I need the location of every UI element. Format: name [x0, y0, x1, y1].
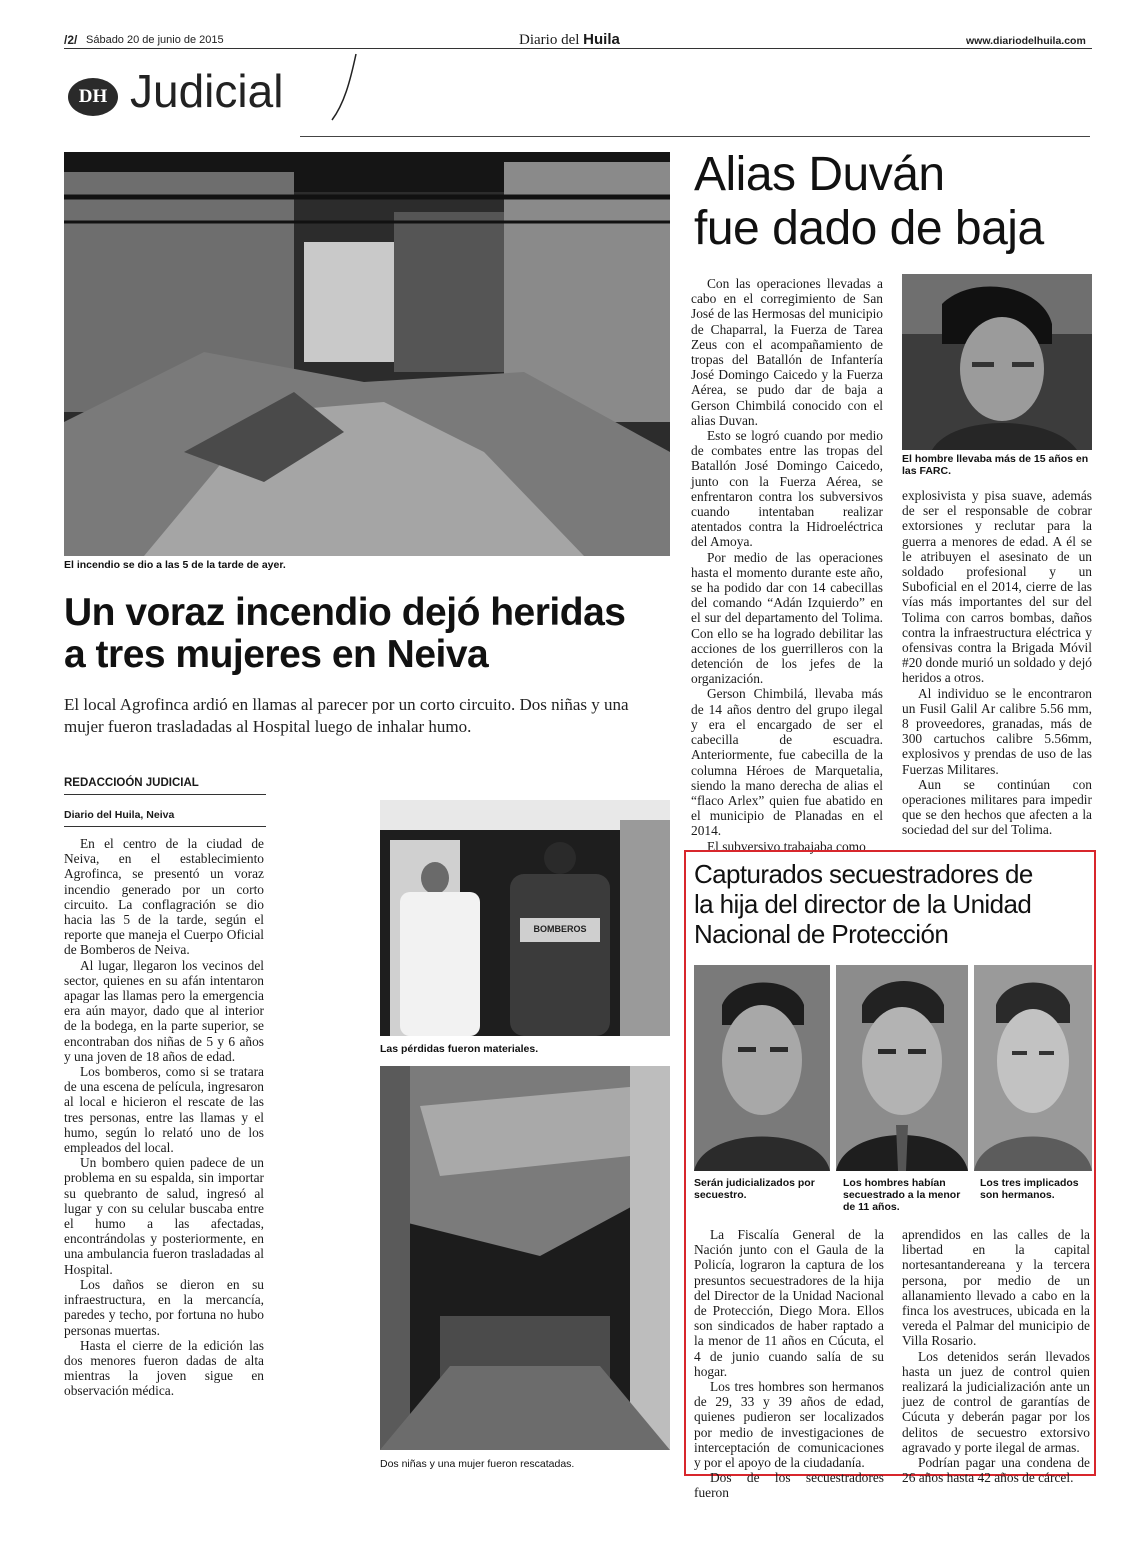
- duvan-paragraph: El subversivo trabajaba como: [707, 838, 866, 854]
- fire-dateline: Diario del Huila, Neiva: [64, 809, 175, 821]
- fire-paragraph: Los daños se dieron en su infraestructura, en la mercancía, paredes y techo, por fortuna no hubo personas muertas.: [64, 1276, 264, 1338]
- issue-date: Sábado 20 de junio de 2015: [86, 34, 224, 46]
- suspect-1-photo: [694, 965, 830, 1171]
- kidnap-paragraph: Podrían pagar una condena de 26 años hasta 42 años de cárcel.: [902, 1455, 1090, 1486]
- firefighters-photo: [380, 800, 670, 1036]
- rescued-caption: Dos niñas y una mujer fueron rescatadas.: [380, 1458, 575, 1470]
- duvan-body-column1: [691, 276, 883, 854]
- suspect-2-photo: [836, 965, 968, 1171]
- duvan-body-column2: [902, 488, 1092, 838]
- fire-paragraph: Al lugar, llegaron los vecinos del sector, quienes en su afán intentaron apagar las llamas pero la emergencia era aún mayor, dado que al interior de la bodega, en la parte superior, se encontraban dos niñas de 5 y 6 años y una joven de 18 años de edad.: [64, 957, 264, 1064]
- duvan-photo-caption: El hombre llevaba más de 15 años en las FARC.: [902, 453, 1089, 477]
- duvan-paragraph: explosivista y pisa suave, además de ser el responsable de cobrar extorsiones y reclutar para la guerra a menores de edad. A él se le atribuyen el asesinato de un soldado profesional y un Suboficial en el 2014, cierre de las vías más importantes del sur del Tolima con carros bombas, daños contra la infraestructura eléctrica y ofensivas contra la Brigada Móvil #20 donde murió un soldado y dejó heridos a otros.: [902, 488, 1092, 686]
- masthead-rule: [64, 48, 1092, 49]
- kidnap-headline-line2: la hija del director de la Unidad: [694, 889, 1032, 919]
- duvan-paragraph: Aun se continúan con operaciones militares para impedir que se den hechos que afecten a la sociedad del sur del Tolima.: [902, 776, 1092, 838]
- vest-lettering: BOMBEROS: [533, 924, 587, 934]
- fire-body-column: [64, 836, 264, 1399]
- collapsed-roof-photo: [380, 1066, 670, 1450]
- fire-warehouse-photo: [64, 152, 670, 556]
- section-title: Judicial: [130, 65, 284, 117]
- duvan-paragraph: Gerson Chimbilá, llevaba más de 14 años dentro del grupo ilegal y era el encargado de ser el cabecilla de escuadra. Anteriormente, fue cabecilla de la columna Héroes de Marquetalia, siendo la mano derecha de alias el “flaco Arlex” quien fue abatido en el municipio de Planadas en el 2014.: [691, 686, 883, 839]
- kidnap-paragraph: La Fiscalía General de la Nación junto con el Gaula de la Policía, lograron la captura de los presuntos secuestradores de la hija del Director de la Unidad Nacional de Protección, Diego Mora. Ellos son sindicados de haber raptado a la menor de 11 años en Cúcuta, el 4 de junio cuando salía de su hogar.: [694, 1227, 884, 1379]
- duvan-paragraph: Con las operaciones llevadas a cabo en el corregimiento de San José de las Hermosas del municipio de Chaparral, la Fuerza de Tarea Zeus con el acompañamiento de tropas del Batallón de Infantería José Domingo Caicedo y la Fuerza Aérea, se pudo dar de baja a Gerson Chimbilá conocido con el alias Duvan.: [691, 276, 883, 428]
- paper-name: [519, 31, 620, 49]
- suspect-1-caption: Serán judicializados por secuestro.: [694, 1177, 815, 1201]
- section-rule: [300, 136, 1090, 137]
- duvan-headline-line1: Alias Duván: [694, 148, 945, 201]
- dh-logo: DH: [68, 78, 118, 116]
- kidnap-paragraph: aprendidos en las calles de la libertad en la capital nortesantandereana y la tercera persona, por medio de un allanamiento llevado a cabo en la finca los avestruces, ubicada en la vereda el Palmar del municipio de Villa Rosario.: [902, 1227, 1090, 1349]
- kidnap-headline-line1: Capturados secuestradores de: [694, 859, 1033, 889]
- fire-byline: REDACCIOÓN JUDICIAL: [64, 777, 199, 789]
- kidnap-body-column1: [694, 1227, 884, 1501]
- paper-name-part2: Huila: [583, 31, 620, 48]
- duvan-paragraph: Esto se logró cuando por medio de combates entre las tropas del Batallón José Domingo Caicedo, junto con la Fuerza Aérea, se enfrentaron contra los subversivos cuando intentaban realizar atentados contra la Hidroeléctrica del Amoya.: [691, 428, 883, 550]
- dateline-rule: [64, 826, 266, 827]
- fire-deck: El local Agrofinca ardió en llamas al parecer por un corto circuito. Dos niñas y una mujer fueron trasladadas al Hospital luego de inhalar humo.: [64, 695, 629, 736]
- website-url: www.diariodelhuila.com: [966, 35, 1086, 47]
- fire-headline-line2: a tres mujeres en Neiva: [64, 633, 489, 676]
- losses-caption: Las pérdidas fueron materiales.: [380, 1043, 539, 1055]
- page-number: /2/: [64, 33, 78, 47]
- byline-rule: [64, 794, 266, 795]
- fire-paragraph: Un bombero quien padece de un problema en su espalda, sin importar su quebranto de salud, ingresó al lugar y con su celular buscaba entre el humo a las afectadas, encontrándolas y posteriormente, en una ambulancia fueron trasladadas al Hospital.: [64, 1155, 264, 1277]
- duvan-paragraph: Por medio de las operaciones hasta el momento durante este año, se ha podido dar con 14 cabecillas del comando “Adán Izquierdo” en el sur del departamento del Tolima. Con ello se ha logrado debilitar las acciones de los guerrilleros con la detención de los jefes de la organización.: [691, 549, 883, 687]
- section-divider-swoosh: [330, 52, 360, 122]
- duvan-paragraph: Al individuo se le encontraron un Fusil Galil Ar calibre 5.56 mm, 8 proveedores, granadas, más de 300 cartuchos calibre 5.56mm, explosivos y prendas de uso de las Fuerzas Militares.: [902, 685, 1092, 777]
- suspect-3-photo: [974, 965, 1092, 1171]
- suspect-3-caption: Los tres implicados son hermanos.: [980, 1177, 1079, 1201]
- fire-paragraph: Hasta el cierre de la edición las dos menores fueron dadas de alta mientras la joven sigue en observación médica.: [64, 1337, 264, 1399]
- fire-headline-line1: Un voraz incendio dejó heridas: [64, 591, 626, 634]
- fire-paragraph: Los bomberos, como si se tratara de una escena de película, ingresaron al local e hicieron el rescate de las tres personas, entre las llamas y el humo, según lo relató uno de los empleados del local.: [64, 1064, 264, 1156]
- alias-duvan-portrait: [902, 274, 1092, 450]
- kidnap-paragraph: Dos de los secuestradores fueron: [694, 1470, 884, 1501]
- kidnap-body-column2: [902, 1227, 1090, 1485]
- kidnap-headline-line3: Nacional de Protección: [694, 919, 949, 949]
- fire-photo-caption: El incendio se dio a las 5 de la tarde de ayer.: [64, 559, 286, 571]
- fire-paragraph: En el centro de la ciudad de Neiva, en el establecimiento Agrofinca, se presentó un voraz incendio generado por un corto circuito. La conflagración se dio hacia las 5 de la tarde, según el reporte que maneja el Cuerpo Oficial de Bomberos de Neiva.: [64, 836, 264, 958]
- duvan-headline-line2: fue dado de baja: [694, 202, 1044, 255]
- paper-name-part1: Diario del: [519, 32, 584, 48]
- kidnap-paragraph: Los tres hombres son hermanos de 29, 33 y 39 años de edad, quienes pudieron ser localizados por medio de investigaciones de interceptación de comunicaciones y por el apoyo de la ciudadanía.: [694, 1379, 884, 1471]
- kidnap-paragraph: Los detenidos serán llevados hasta un juez de control quien realizará la judicialización ante un juez de control de garantías de Cúcuta y deberán pagar por los delitos de secuestro extorsivo agravado y porte ilegal de armas.: [902, 1348, 1090, 1455]
- suspect-2-caption: Los hombres habían secuestrado a la menor de 11 años.: [843, 1177, 961, 1213]
